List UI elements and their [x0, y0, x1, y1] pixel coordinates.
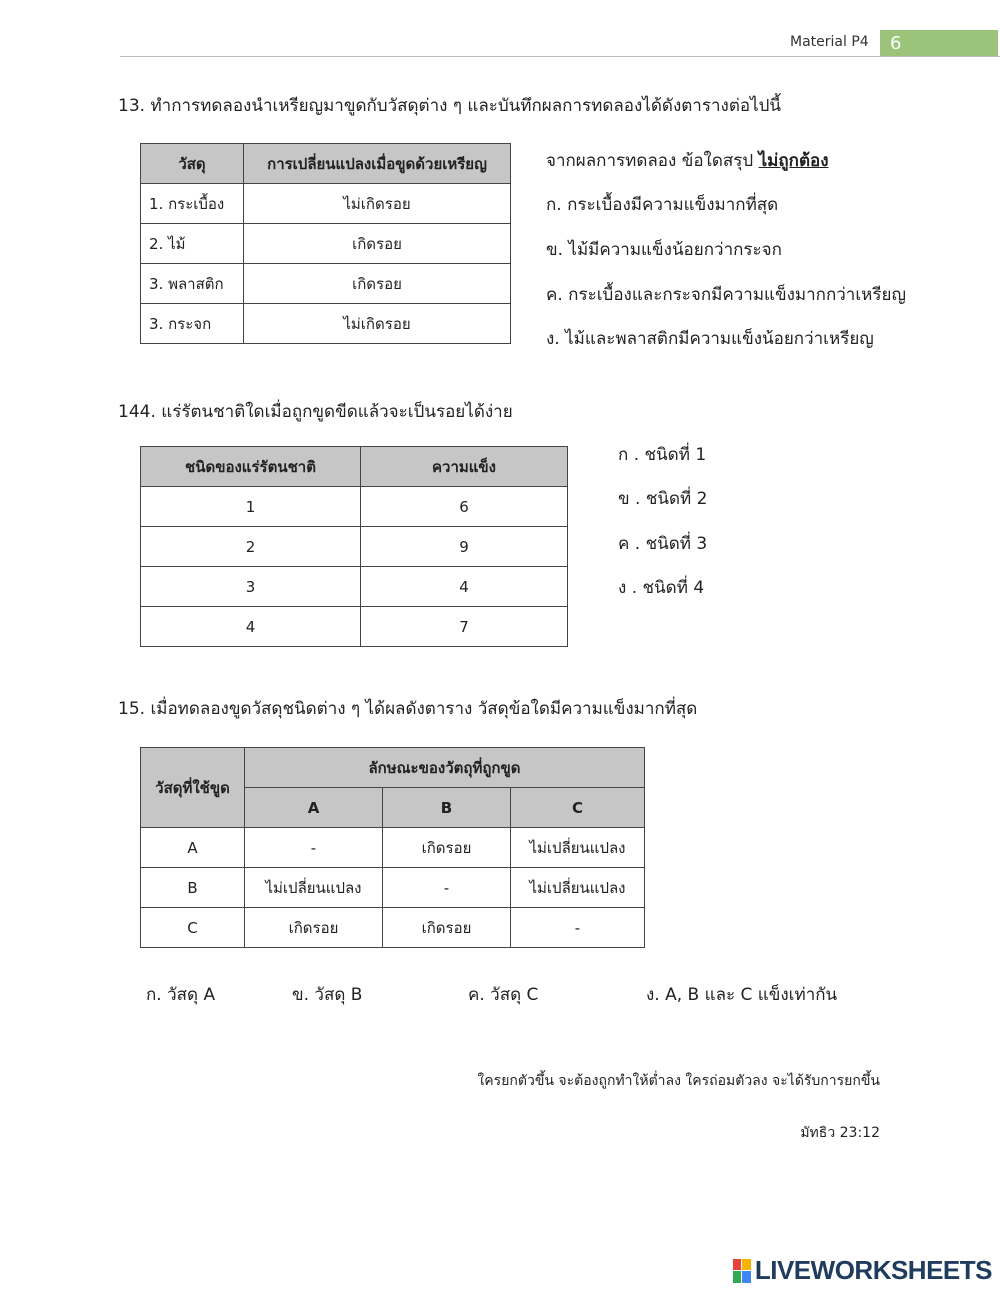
q14-option-d[interactable]: ง . ชนิดที่ 4 — [618, 578, 705, 598]
q13-option-b[interactable]: ข. ไม้มีความแข็งน้อยกว่ากระจก — [546, 240, 782, 260]
q13-option-a[interactable]: ก. กระเบื้องมีความแข็งมากที่สุด — [546, 195, 779, 215]
q13-question: 13. ทำการทดลองนำเหรียญมาขูดกับวัสดุต่าง ๆ และบันทึกผลการทดลองได้ดังตารางต่อไปนี้ — [118, 96, 782, 116]
q15-col-header: A — [245, 788, 383, 828]
table-row — [141, 487, 568, 527]
q13-header-material: วัสดุ — [141, 144, 244, 184]
q13-cell: 3. กระจก — [141, 304, 244, 344]
q13-cell: เกิดรอย — [244, 264, 511, 304]
q15-cell: C — [141, 908, 245, 948]
q14-question: 144. แร่รัตนชาติใดเมื่อถูกขูดขีดแล้วจะเป็นรอยได้ง่าย — [118, 402, 513, 422]
table-row — [141, 868, 645, 908]
logo-mark-icon — [733, 1259, 751, 1283]
table-row — [141, 607, 568, 647]
q15-cell: ไม่เปลี่ยนแปลง — [511, 868, 645, 908]
q15-col-header: C — [511, 788, 645, 828]
q14-option-b[interactable]: ข . ชนิดที่ 2 — [618, 489, 708, 509]
q15-option-c[interactable]: ค. วัสดุ C — [468, 985, 539, 1005]
q14-cell: 3 — [141, 567, 361, 607]
q13-cell: 2. ไม้ — [141, 224, 244, 264]
q15-col-header: B — [383, 788, 511, 828]
table-row — [141, 567, 568, 607]
q14-header-type: ชนิดของแร่รัตนชาติ — [141, 447, 361, 487]
table-row — [141, 184, 511, 224]
q14-cell: 1 — [141, 487, 361, 527]
q15-cell: เกิดรอย — [245, 908, 383, 948]
q15-cell: ไม่เปลี่ยนแปลง — [511, 828, 645, 868]
q14-option-c[interactable]: ค . ชนิดที่ 3 — [618, 534, 708, 554]
q14-table — [140, 446, 568, 647]
page-number-badge: 6 — [880, 30, 998, 57]
q14-cell: 2 — [141, 527, 361, 567]
q15-question: 15. เมื่อทดลองขูดวัสดุชนิดต่าง ๆ ได้ผลดังตาราง วัสดุข้อใดมีความแข็งมากที่สุด — [118, 699, 698, 719]
q15-cell: - — [245, 828, 383, 868]
q13-cell: ไม่เกิดรอย — [244, 304, 511, 344]
table-row — [141, 224, 511, 264]
q14-header-hardness: ความแข็ง — [361, 447, 568, 487]
q13-prompt — [546, 147, 829, 174]
q15-cell: - — [383, 868, 511, 908]
q13-option-d[interactable]: ง. ไม้และพลาสติกมีความแข็งน้อยกว่าเหรียญ — [546, 329, 874, 349]
q14-cell: 9 — [361, 527, 568, 567]
q13-header-change: การเปลี่ยนแปลงเมื่อขูดด้วยเหรียญ — [244, 144, 511, 184]
footer-reference: มัทธิว 23:12 — [800, 1125, 880, 1141]
q13-cell: เกิดรอย — [244, 224, 511, 264]
q15-group-header: ลักษณะของวัตถุที่ถูกขูด — [245, 748, 645, 788]
q13-option-c[interactable]: ค. กระเบื้องและกระจกมีความแข็งมากกว่าเหรียญ — [546, 285, 906, 305]
q14-cell: 4 — [361, 567, 568, 607]
q14-cell: 6 — [361, 487, 568, 527]
q15-cell: ไม่เปลี่ยนแปลง — [245, 868, 383, 908]
q15-cell: B — [141, 868, 245, 908]
q15-option-a[interactable]: ก. วัสดุ A — [146, 985, 216, 1005]
q14-cell: 7 — [361, 607, 568, 647]
q13-prompt-prefix: จากผลการทดลอง ข้อใดสรุป — [546, 151, 759, 171]
q13-cell: ไม่เกิดรอย — [244, 184, 511, 224]
q15-cell: - — [511, 908, 645, 948]
table-row — [141, 304, 511, 344]
table-row — [141, 527, 568, 567]
q15-cell: เกิดรอย — [383, 908, 511, 948]
logo-text: LIVEWORKSHEETS — [754, 1255, 992, 1285]
q15-row-header: วัสดุที่ใช้ขูด — [141, 748, 245, 828]
q15-cell: เกิดรอย — [383, 828, 511, 868]
q13-prompt-emphasis: ไม่ถูกต้อง — [758, 151, 829, 171]
header-label: Material P4 — [790, 34, 869, 50]
q15-cell: A — [141, 828, 245, 868]
table-row — [141, 828, 645, 868]
q13-cell: 3. พลาสติก — [141, 264, 244, 304]
footer-quote: ใครยกตัวขึ้น จะต้องถูกทำให้ต่ำลง ใครถ่อมตัวลง จะได้รับการยกขึ้น — [477, 1073, 880, 1089]
header-divider — [120, 56, 1000, 57]
table-row — [141, 264, 511, 304]
q15-table — [140, 747, 645, 948]
q15-option-b[interactable]: ข. วัสดุ B — [292, 985, 363, 1005]
q13-cell: 1. กระเบื้อง — [141, 184, 244, 224]
q14-option-a[interactable]: ก . ชนิดที่ 1 — [618, 445, 707, 465]
q13-table — [140, 143, 511, 344]
q15-option-d[interactable]: ง. A, B และ C แข็งเท่ากัน — [646, 985, 838, 1005]
table-row — [141, 908, 645, 948]
q14-cell: 4 — [141, 607, 361, 647]
liveworksheets-logo[interactable] — [733, 1255, 992, 1286]
